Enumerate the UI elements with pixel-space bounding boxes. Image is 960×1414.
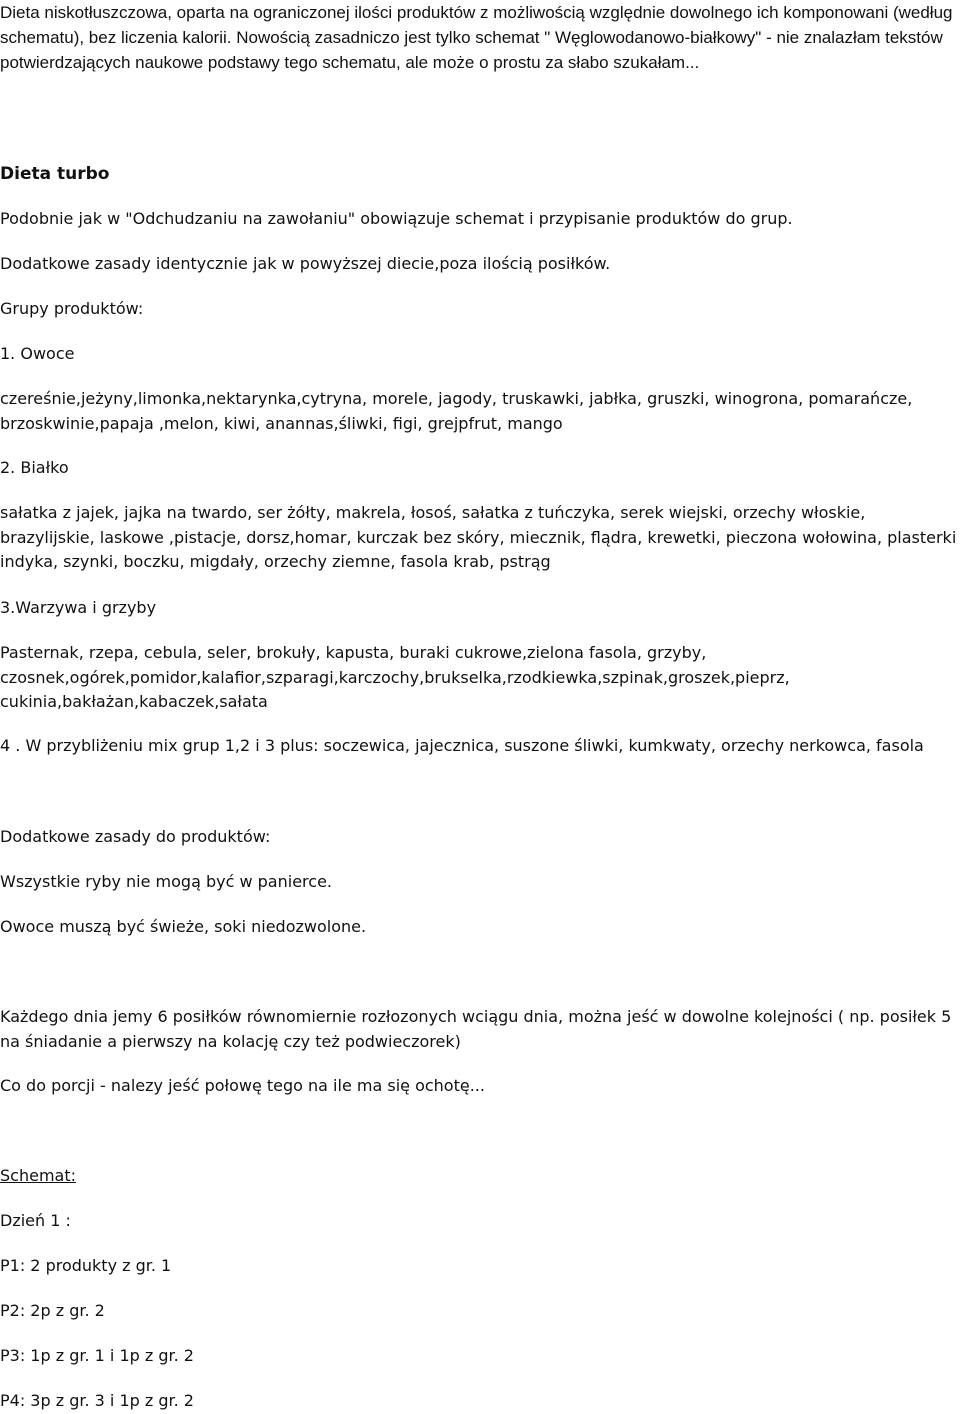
extra-rule-fish: Wszystkie ryby nie mogą być w panierce.	[0, 872, 332, 891]
meals-description: Każdego dnia jemy 6 posiłków równomiernie rozłozonych wciągu dnia, można jeść w dowolne kolejności ( np. posiłek 5 na śniadanie a pierwszy na kolację czy też podwieczorek)	[0, 1007, 952, 1051]
group-items-fruit: czereśnie,jeżyny,limonka,nektarynka,cytryna, morele, jagody, truskawki, jabłka, gruszki, winogrona, pomarańcze, brzoskwinie,papaja ,melon, kiwi, anannas,śliwki, figi, grejpfrut, mango	[0, 389, 913, 433]
schema-meal-p2: P2: 2p z gr. 2	[0, 1301, 105, 1320]
portions-note: Co do porcji - nalezy jeść połowę tego na ile ma się ochotę...	[0, 1076, 485, 1095]
group-title-protein: 2. Białko	[0, 458, 69, 477]
section-title: Dieta turbo	[0, 164, 110, 184]
groups-label: Grupy produktów:	[0, 299, 144, 318]
intro-paragraph: Dieta niskotłuszczowa, oparta na ograniczonej ilości produktów z możliwością względnie dowolnego ich komponowani (według schematu), bez liczenia kalorii. Nowością zasadniczo jest tylko schemat " Węglowodanowo-białkowy" - nie znalazłam tekstów potwierdzających naukowe podstawy tego schematu, ale może o prostu za słabo szukałam...	[0, 3, 953, 72]
schema-label: Schemat:	[0, 1166, 76, 1185]
paragraph-rules-reference: Podobnie jak w "Odchudzaniu na zawołaniu" obowiązuje schemat i przypisanie produktów do grup.	[0, 209, 793, 228]
schema-meal-p1: P1: 2 produkty z gr. 1	[0, 1256, 172, 1275]
schema-meal-p3: P3: 1p z gr. 1 i 1p z gr. 2	[0, 1346, 194, 1365]
group-title-mix: 4 . W przybliżeniu mix grup 1,2 i 3 plus: soczewica, jajecznica, suszone śliwki, kumkwaty, orzechy nerkowca, fasola	[0, 736, 924, 755]
extra-rule-fruit: Owoce muszą być świeże, soki niedozwolone.	[0, 917, 367, 936]
schema-day: Dzień 1 :	[0, 1211, 71, 1230]
group-title-vegetables: 3.Warzywa i grzyby	[0, 598, 157, 617]
group-items-vegetables: Pasternak, rzepa, cebula, seler, brokuły, kapusta, buraki cukrowe,zielona fasola, grzyby, czosnek,ogórek,pomidor,kalafior,szparagi,karczochy,brukselka,rzodkiewka,szpinak,groszek,pieprz, cukinia,bakłażan,kabaczek,sałata	[0, 643, 790, 711]
group-items-protein: sałatka z jajek, jajka na twardo, ser żółty, makrela, łosoś, sałatka z tuńczyka, serek wiejski, orzechy włoskie, brazylijskie, laskowe ,pistacje, dorsz,homar, kurczak bez skóry, miecznik, flądra, krewetki, pieczona wołowina, plasterki indyka, szynki, boczku, migdały, orzechy ziemne, fasola krab, pstrąg	[0, 503, 957, 571]
group-title-fruit: 1. Owoce	[0, 344, 75, 363]
extra-rules-label: Dodatkowe zasady do produktów:	[0, 827, 271, 846]
paragraph-additional-rules: Dodatkowe zasady identycznie jak w powyższej diecie,poza ilością posiłków.	[0, 254, 611, 273]
schema-meal-p4: P4: 3p z gr. 3 i 1p z gr. 2	[0, 1391, 194, 1410]
